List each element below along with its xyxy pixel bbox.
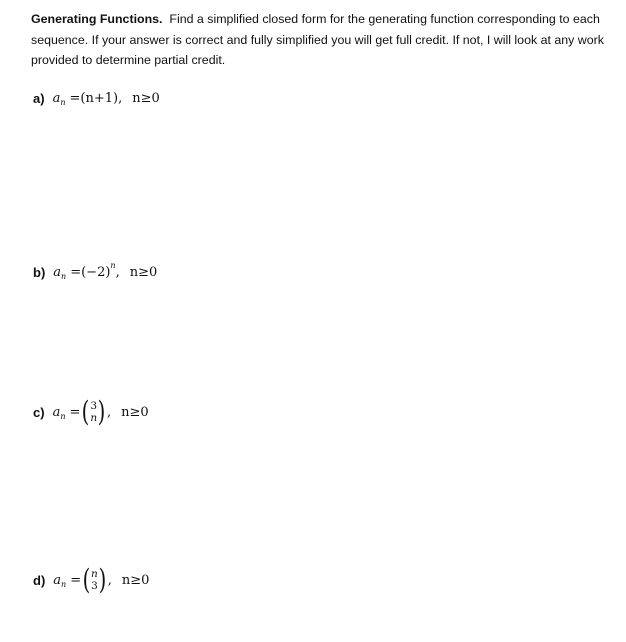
problem-c xyxy=(33,395,149,428)
binomial-coefficient: 3 n xyxy=(90,400,98,424)
problem-d xyxy=(33,563,150,596)
problem-label: b) xyxy=(33,265,46,280)
condition: n≥0 xyxy=(121,404,149,420)
sequence-formula: a n = (−2) n , n≥0 xyxy=(53,261,158,281)
problem-label: c) xyxy=(33,404,45,420)
instructions-text: Find a simplified closed form for the generating function corresponding to each sequence. If your answer is correct and fully simplified you will get full credit. If not, I will look at any work provided to determine partial credit. xyxy=(31,12,604,67)
expression: (n+1), xyxy=(80,91,123,106)
sequence-formula: a n = (n+1), n≥0 xyxy=(52,91,160,107)
problem-b xyxy=(33,261,158,281)
instructions xyxy=(31,9,611,71)
expression: (−2) xyxy=(81,265,111,280)
problem-label: a) xyxy=(33,91,45,106)
sequence-formula: a n = ( n 3 ) , n≥0 xyxy=(53,563,150,596)
condition: n≥0 xyxy=(121,572,150,588)
binomial-coefficient: n 3 xyxy=(91,568,98,592)
section-heading: Generating Functions. xyxy=(31,12,163,26)
condition: n≥0 xyxy=(129,265,158,280)
problem-label: d) xyxy=(33,572,46,588)
condition: n≥0 xyxy=(132,91,160,106)
problem-a xyxy=(33,91,160,106)
sequence-formula: a n = ( 3 n ) , n≥0 xyxy=(52,395,149,428)
exponent: n xyxy=(110,261,116,270)
